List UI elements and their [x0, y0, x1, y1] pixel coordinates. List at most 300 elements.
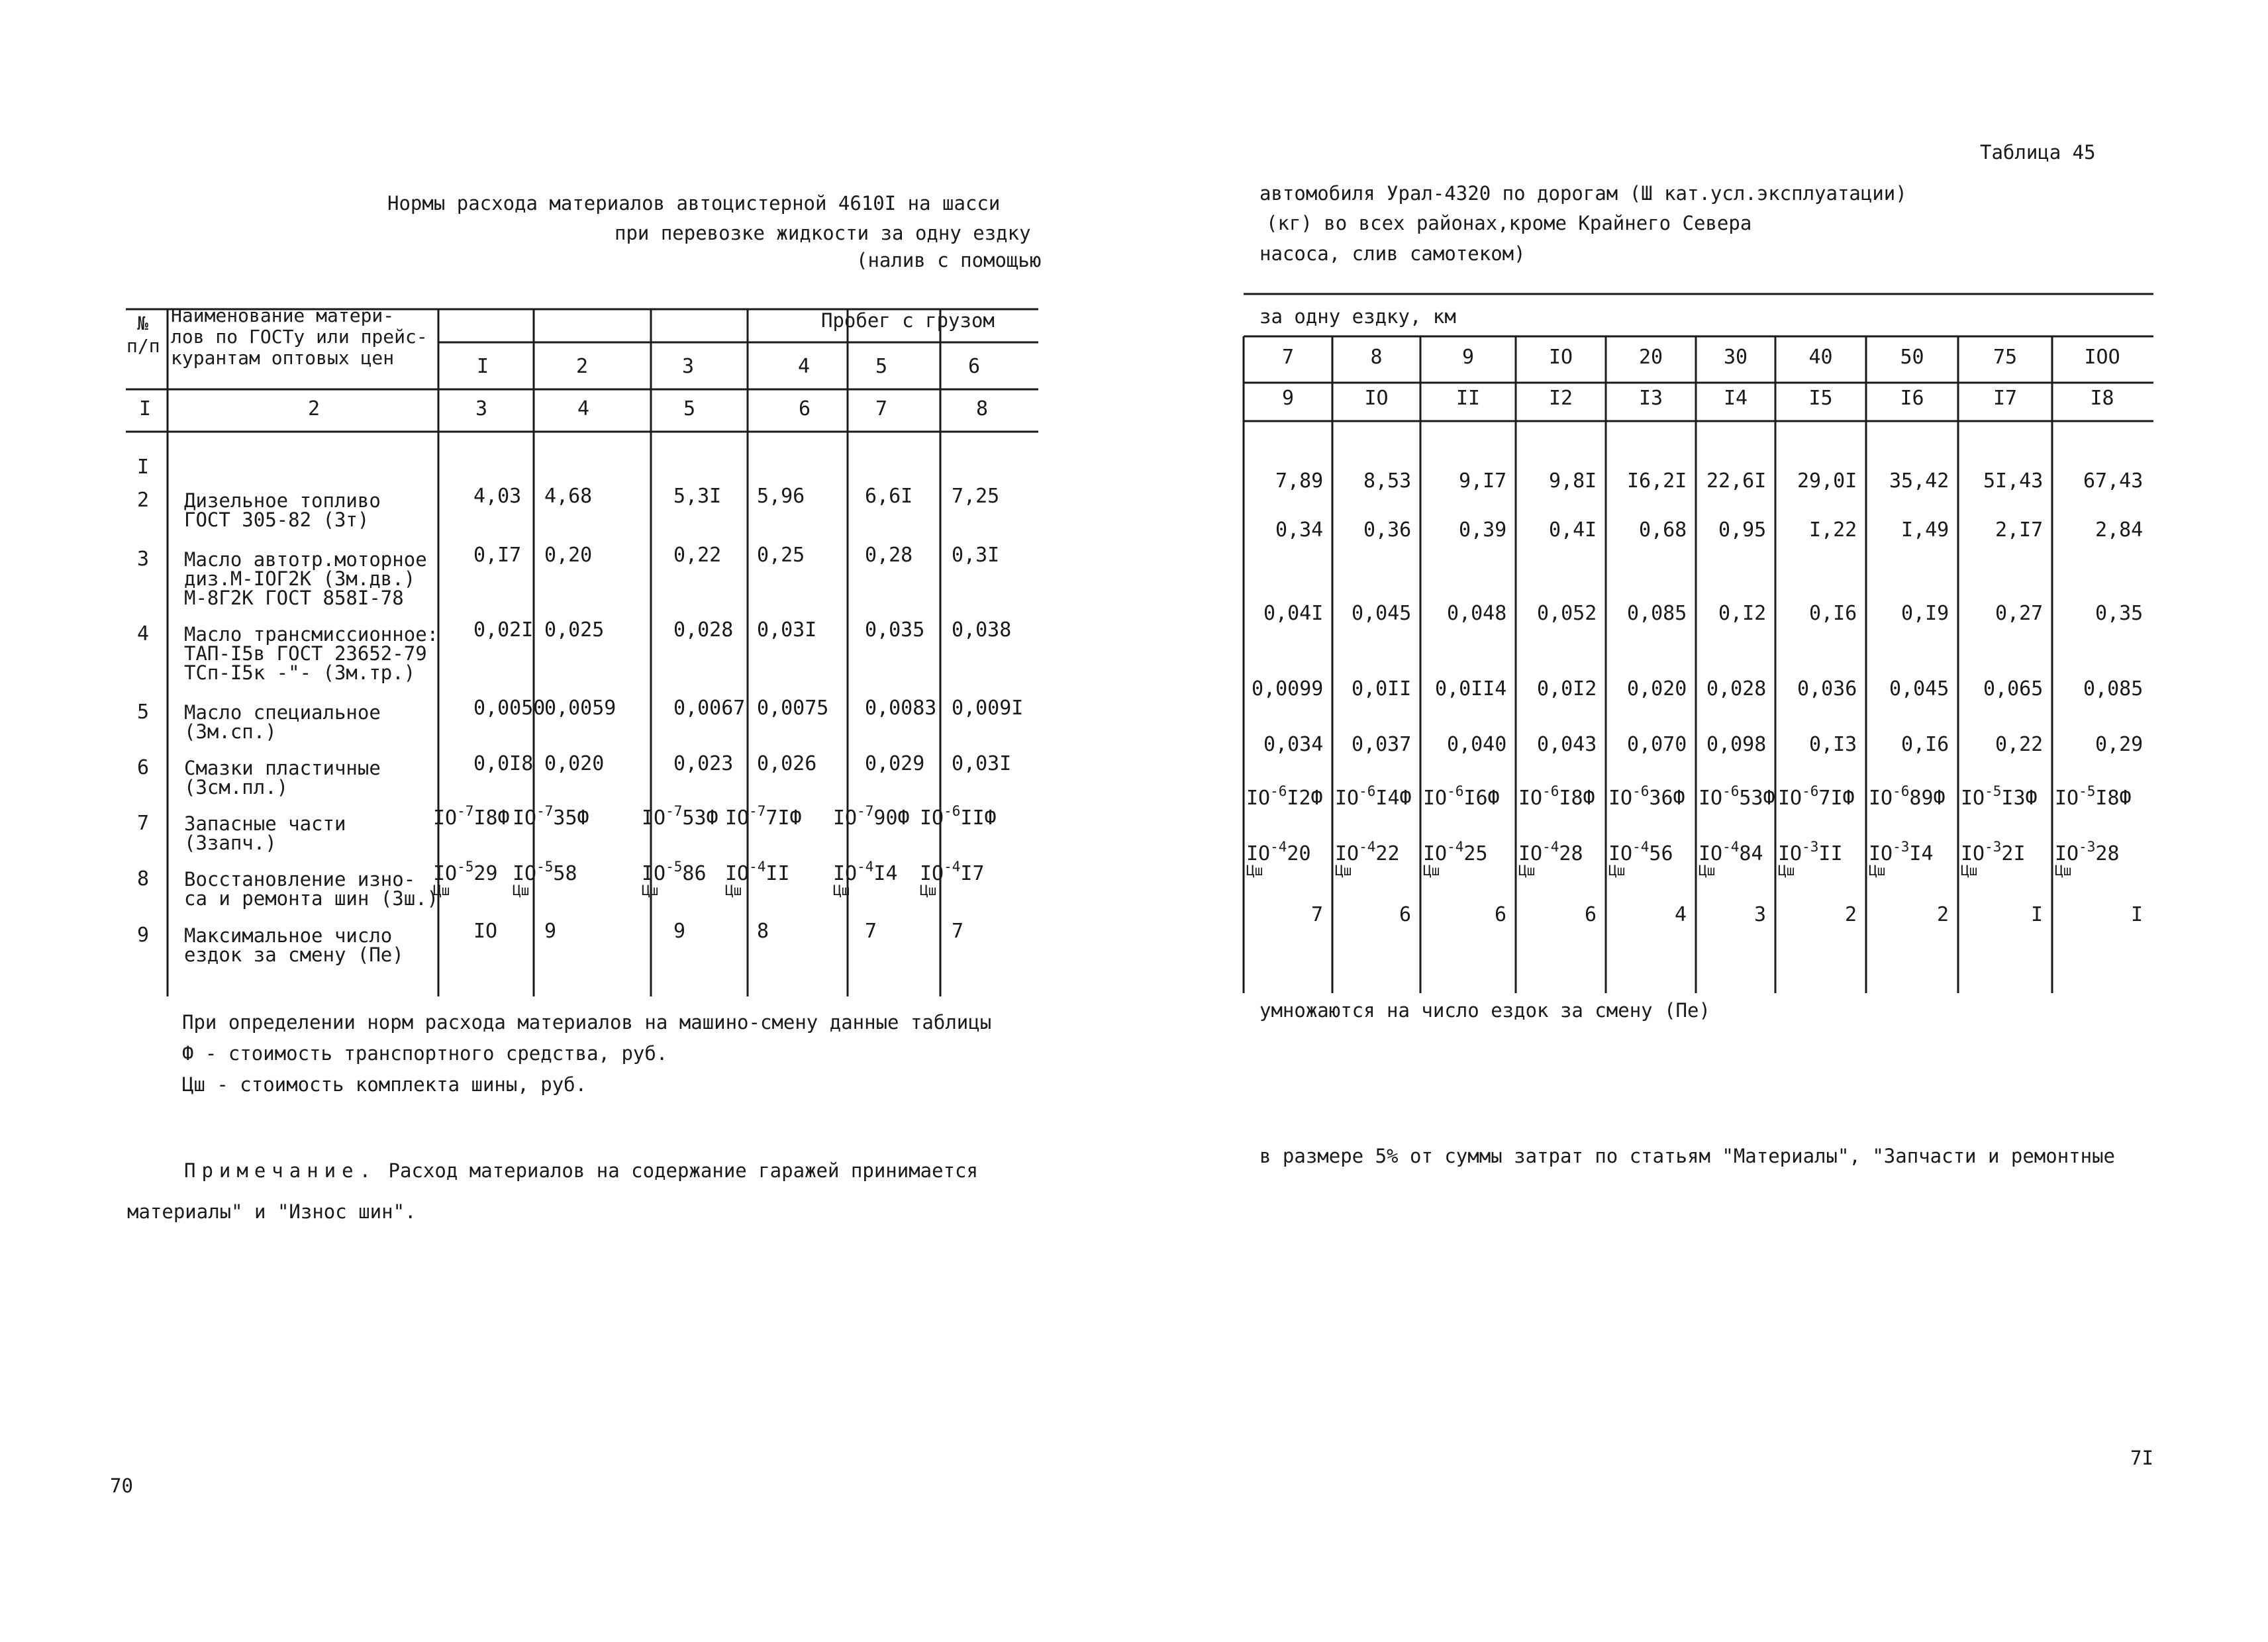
- left-value: 0,25: [757, 544, 805, 567]
- material-name: диз.М-IOГ2К (Зм.дв.): [184, 567, 416, 590]
- value-exp: -4: [749, 859, 766, 875]
- right-value: 0,043: [1537, 733, 1597, 756]
- value-tail: 29: [473, 862, 498, 885]
- left-value: 0,0059: [544, 697, 616, 720]
- left-value: [642, 803, 718, 830]
- value-tail: I6Ф: [1463, 787, 1500, 810]
- note-text: Расход материалов на содержание гаражей принимается: [377, 1159, 978, 1182]
- left-value: 7: [952, 920, 964, 943]
- right-value: 0,I3: [1809, 733, 1857, 756]
- right-value: [2055, 839, 2120, 879]
- left-value: 0,029: [865, 752, 925, 775]
- value-exp: -4: [944, 859, 961, 875]
- value-tail: 7IФ: [765, 806, 802, 830]
- value-exp: -5: [2079, 783, 2096, 799]
- right-header-group: за одну ездку, км: [1259, 305, 1456, 328]
- value-base: IO: [725, 806, 750, 830]
- left-value: 0,038: [952, 618, 1012, 642]
- material-name: (Ззапч.): [184, 832, 277, 854]
- value-unit: Цш: [1961, 862, 1978, 879]
- row-number: I: [137, 456, 150, 479]
- value-base: IO: [725, 862, 750, 885]
- value-unit: Цш: [433, 882, 450, 898]
- legend-f: Ф - стоимость транспортного средства, руб.: [182, 1042, 668, 1065]
- left-value: [725, 859, 790, 898]
- header-mileage-group: Пробег с грузом: [821, 309, 995, 332]
- value-unit: Цш: [1699, 862, 1716, 879]
- right-value: [1423, 839, 1488, 879]
- value-tail: 35Ф: [553, 806, 589, 830]
- right-value: I: [2031, 903, 2044, 926]
- value-base: IO: [1608, 842, 1633, 865]
- value-base: IO: [1518, 787, 1543, 810]
- value-base: IO: [642, 862, 666, 885]
- value-tail: I8Ф: [2095, 787, 2132, 810]
- value-exp: -7: [457, 803, 474, 819]
- value-exp: -3: [1985, 839, 2002, 855]
- left-colnum-5: 5: [683, 397, 696, 420]
- right-value: [1608, 783, 1685, 810]
- left-value: 0,028: [673, 618, 734, 642]
- right-value: 0,028: [1706, 677, 1767, 700]
- value-base: IO: [833, 862, 858, 885]
- value-unit: Цш: [920, 882, 937, 898]
- value-unit: Цш: [1869, 862, 1886, 879]
- value-exp: -6: [1722, 783, 1740, 799]
- right-km-1: 7: [1282, 346, 1295, 369]
- left-value: 9: [544, 920, 557, 943]
- value-base: IO: [1246, 787, 1271, 810]
- right-value: 0,040: [1447, 733, 1507, 756]
- value-base: IO: [433, 862, 458, 885]
- right-colnum-6: I4: [1724, 387, 1748, 410]
- right-value: 0,070: [1627, 733, 1687, 756]
- left-value: 0,0067: [673, 697, 746, 720]
- title-left-line-1: Нормы расхода материалов автоцистерной 4610I на шасси: [387, 192, 1001, 215]
- value-exp: -6: [944, 803, 961, 819]
- value-unit: Цш: [1778, 862, 1795, 879]
- material-name: Запасные части: [184, 812, 346, 835]
- right-value: 0,048: [1447, 602, 1507, 625]
- value-exp: -5: [666, 859, 683, 875]
- value-base: IO: [1778, 842, 1802, 865]
- value-unit: Цш: [513, 882, 530, 898]
- right-value: 67,43: [2083, 469, 2144, 493]
- right-value: I: [2131, 903, 2144, 926]
- left-value: 0,025: [544, 618, 605, 642]
- shift-note-right: умножаются на число ездок за смену (Пе): [1259, 999, 1710, 1022]
- right-value: 0,68: [1639, 518, 1687, 542]
- right-value: [1518, 783, 1595, 810]
- value-unit: Цш: [725, 882, 742, 898]
- value-tail: IIФ: [960, 806, 997, 830]
- note-line-left: [184, 1160, 978, 1182]
- value-exp: -6: [1447, 783, 1464, 799]
- value-exp: -6: [1893, 783, 1910, 799]
- note-word: Примечание.: [184, 1159, 377, 1182]
- right-value: 0,I6: [1809, 602, 1857, 625]
- left-value: 0,0083: [865, 697, 937, 720]
- right-value: 7,89: [1275, 469, 1324, 493]
- right-value: I,49: [1901, 518, 1949, 542]
- right-value: 0,098: [1706, 733, 1767, 756]
- value-unit: Цш: [1608, 862, 1626, 879]
- row-number: 7: [137, 812, 150, 835]
- value-exp: -4: [1542, 839, 1559, 855]
- row-number: 6: [137, 756, 150, 779]
- right-value: [1518, 839, 1583, 879]
- value-base: IO: [433, 806, 458, 830]
- right-value: I6,2I: [1627, 469, 1687, 493]
- value-base: IO: [1518, 842, 1543, 865]
- value-unit: Цш: [1246, 862, 1263, 879]
- left-value: 0,20: [544, 544, 593, 567]
- header-number-label: п/п: [126, 335, 160, 357]
- left-colnum-2: 2: [308, 397, 320, 420]
- value-tail: I4: [1909, 842, 1934, 865]
- right-value: 0,020: [1627, 677, 1687, 700]
- left-value: [725, 803, 802, 830]
- left-value: 4,03: [473, 485, 522, 508]
- value-tail: 86: [682, 862, 707, 885]
- value-base: IO: [1246, 842, 1271, 865]
- value-tail: 53Ф: [682, 806, 718, 830]
- right-value: [1961, 783, 2038, 810]
- value-exp: -7: [749, 803, 766, 819]
- right-value: 0,4I: [1549, 518, 1597, 542]
- row-number: 3: [137, 548, 150, 571]
- value-base: IO: [1869, 787, 1893, 810]
- value-exp: -3: [2079, 839, 2096, 855]
- right-km-5: 20: [1639, 346, 1663, 369]
- right-value: [1423, 783, 1500, 810]
- right-value: 0,065: [1983, 677, 2044, 700]
- value-tail: 28: [1559, 842, 1583, 865]
- value-tail: 84: [1739, 842, 1763, 865]
- right-value: 2: [1937, 903, 1949, 926]
- header-name-line-1: Наименование матери-: [171, 305, 395, 326]
- right-colnum-8: I6: [1900, 387, 1924, 410]
- left-value: 0,026: [757, 752, 817, 775]
- right-value: 0,39: [1459, 518, 1507, 542]
- right-value: [1699, 783, 1775, 810]
- value-exp: -4: [1722, 839, 1740, 855]
- header-number-symbol: №: [137, 313, 148, 334]
- right-km-8: 50: [1900, 346, 1924, 369]
- right-km-6: 30: [1724, 346, 1748, 369]
- right-value: [2055, 783, 2132, 810]
- right-value: 0,052: [1537, 602, 1597, 625]
- value-base: IO: [1961, 842, 1985, 865]
- left-km-2: 2: [576, 355, 589, 378]
- right-value: 0,I9: [1901, 602, 1949, 625]
- right-value: 0,036: [1797, 677, 1857, 700]
- value-unit: Цш: [1518, 862, 1536, 879]
- right-value: 0,34: [1275, 518, 1324, 542]
- right-value: 2,I7: [1995, 518, 2044, 542]
- value-tail: 25: [1463, 842, 1488, 865]
- left-colnum-7: 7: [875, 397, 888, 420]
- right-value: 0,085: [1627, 602, 1687, 625]
- right-value: 0,0II4: [1435, 677, 1507, 700]
- right-value: [1869, 783, 1946, 810]
- material-name: са и ремонта шин (Зш.): [184, 887, 439, 910]
- value-exp: -6: [1632, 783, 1650, 799]
- left-colnum-3: 3: [475, 397, 488, 420]
- right-value: 6: [1495, 903, 1507, 926]
- value-tail: I3Ф: [2001, 787, 2038, 810]
- right-value: 9,8I: [1549, 469, 1597, 493]
- right-km-7: 40: [1808, 346, 1833, 369]
- right-value: 0,95: [1718, 518, 1767, 542]
- title-right-line-3: насоса, слив самотеком): [1259, 242, 1526, 265]
- value-base: IO: [513, 806, 537, 830]
- value-base: IO: [2055, 787, 2079, 810]
- left-value: 0,02I: [473, 618, 534, 642]
- right-value: 4: [1675, 903, 1687, 926]
- left-value: 9: [673, 920, 686, 943]
- left-value: [433, 803, 510, 830]
- left-value: 0,22: [673, 544, 722, 567]
- legend-c: Цш - стоимость комплекта шины, руб.: [182, 1073, 587, 1096]
- value-base: IO: [2055, 842, 2079, 865]
- material-name: ТСп-I5к -"- (Зм.тр.): [184, 661, 416, 684]
- right-value: [1778, 783, 1855, 810]
- value-exp: -5: [1985, 783, 2002, 799]
- material-name: М-8Г2К ГОСТ 858I-78: [184, 587, 404, 609]
- value-exp: -6: [1542, 783, 1559, 799]
- title-right-line-2: (кг) во всех районах,кроме Крайнего Севера: [1266, 212, 1752, 234]
- value-exp: -6: [1270, 783, 1287, 799]
- value-base: IO: [1423, 842, 1448, 865]
- value-base: IO: [1335, 787, 1359, 810]
- left-value: 0,I7: [473, 544, 522, 567]
- value-base: IO: [1961, 787, 1985, 810]
- right-value: 0,36: [1363, 518, 1412, 542]
- value-exp: -5: [536, 859, 554, 875]
- right-value: 0,045: [1352, 602, 1412, 625]
- value-base: IO: [833, 806, 858, 830]
- row-number: 5: [137, 700, 150, 724]
- material-name: (Зсм.пл.): [184, 776, 289, 798]
- left-colnum-1: I: [139, 397, 152, 420]
- value-tail: I8Ф: [1559, 787, 1595, 810]
- right-value: [1335, 783, 1412, 810]
- left-value: [642, 859, 707, 898]
- title-left-line-2: при перевозке жидкости за одну ездку: [615, 222, 1031, 244]
- material-name: Смазки пластичные: [184, 757, 381, 779]
- left-value: 0,035: [865, 618, 925, 642]
- right-colnum-5: I3: [1639, 387, 1663, 410]
- right-value: 0,034: [1263, 733, 1324, 756]
- value-base: IO: [1699, 787, 1723, 810]
- material-name: Восстановление изно-: [184, 868, 416, 891]
- left-value: 7,25: [952, 485, 1000, 508]
- value-exp: -4: [1447, 839, 1464, 855]
- left-colnum-6: 6: [799, 397, 811, 420]
- right-km-9: 75: [1993, 346, 2018, 369]
- value-base: IO: [1778, 787, 1802, 810]
- value-exp: -4: [857, 859, 874, 875]
- left-value: 0,023: [673, 752, 734, 775]
- left-km-6: 6: [968, 355, 981, 378]
- value-base: IO: [1699, 842, 1723, 865]
- right-value: 0,037: [1352, 733, 1412, 756]
- right-value: 2,84: [2095, 518, 2144, 542]
- left-value: [513, 803, 589, 830]
- material-name: Дизельное топливо: [184, 489, 381, 512]
- value-tail: I4Ф: [1375, 787, 1412, 810]
- value-exp: -6: [1802, 783, 1819, 799]
- right-value: 0,29: [2095, 733, 2144, 756]
- left-value: 5,3I: [673, 485, 722, 508]
- value-tail: I2Ф: [1287, 787, 1323, 810]
- material-name: Масло специальное: [184, 701, 381, 724]
- value-tail: 7IФ: [1818, 787, 1855, 810]
- header-name-line-2: лов по ГОСТу или прейс-: [171, 326, 428, 348]
- row-number: 4: [137, 622, 150, 646]
- right-km-2: 8: [1370, 346, 1383, 369]
- right-value: 8,53: [1363, 469, 1412, 493]
- right-value: [1699, 839, 1763, 879]
- right-value: [1335, 839, 1400, 879]
- value-unit: Цш: [1423, 862, 1440, 879]
- right-value: 6: [1399, 903, 1412, 926]
- value-tail: 56: [1649, 842, 1673, 865]
- left-value: [833, 859, 898, 898]
- right-value: 0,0II: [1352, 677, 1412, 700]
- value-unit: Цш: [1335, 862, 1352, 879]
- material-name: Масло автотр.моторное: [184, 548, 427, 571]
- right-km-4: IO: [1549, 346, 1573, 369]
- value-tail: 20: [1287, 842, 1311, 865]
- left-value: 8: [757, 920, 769, 943]
- value-base: IO: [1335, 842, 1359, 865]
- material-name: ездок за смену (Пе): [184, 943, 404, 966]
- left-value: 0,020: [544, 752, 605, 775]
- left-value: IO: [473, 920, 498, 943]
- left-value: [433, 859, 498, 898]
- row-number: 9: [137, 924, 150, 947]
- right-value: 0,085: [2083, 677, 2144, 700]
- right-value: [1608, 839, 1673, 879]
- value-exp: -4: [1270, 839, 1287, 855]
- value-exp: -4: [1632, 839, 1650, 855]
- title-right-line-1: автомобиля Урал-4320 по дорогам (Ш кат.усл.эксплуатации): [1259, 182, 1907, 205]
- value-base: IO: [1869, 842, 1893, 865]
- right-value: 0,27: [1995, 602, 2044, 625]
- value-tail: I4: [873, 862, 898, 885]
- left-colnum-4: 4: [577, 397, 590, 420]
- row-number: 8: [137, 867, 150, 891]
- value-tail: 58: [553, 862, 577, 885]
- value-tail: II: [765, 862, 790, 885]
- value-exp: -6: [1359, 783, 1376, 799]
- right-colnum-9: I7: [1993, 387, 2018, 410]
- value-tail: 2I: [2001, 842, 2026, 865]
- left-value: [920, 859, 985, 898]
- value-tail: I7: [960, 862, 985, 885]
- value-unit: Цш: [642, 882, 659, 898]
- left-value: 0,3I: [952, 544, 1000, 567]
- value-base: IO: [513, 862, 537, 885]
- right-value: 3: [1754, 903, 1767, 926]
- left-value: 7: [865, 920, 877, 943]
- title-left-line-3: (налив с помощью: [856, 249, 1042, 271]
- value-unit: Цш: [833, 882, 850, 898]
- right-colnum-4: I2: [1549, 387, 1573, 410]
- left-value: 0,03I: [757, 618, 817, 642]
- right-value: 0,I2: [1718, 602, 1767, 625]
- value-exp: -7: [536, 803, 554, 819]
- right-value: [1961, 839, 2026, 879]
- value-exp: -3: [1893, 839, 1910, 855]
- left-value: 6,6I: [865, 485, 913, 508]
- right-value: [1246, 783, 1323, 810]
- right-value: 35,42: [1889, 469, 1949, 493]
- right-value: 0,0I2: [1537, 677, 1597, 700]
- value-base: IO: [642, 806, 666, 830]
- left-value: 4,68: [544, 485, 593, 508]
- right-colnum-3: II: [1456, 387, 1481, 410]
- right-value: 5I,43: [1983, 469, 2044, 493]
- value-exp: -5: [457, 859, 474, 875]
- table-label: Таблица 45: [1980, 141, 2096, 164]
- value-exp: -7: [666, 803, 683, 819]
- right-value: 0,22: [1995, 733, 2044, 756]
- right-value: [1246, 839, 1311, 879]
- value-unit: Цш: [2055, 862, 2072, 879]
- left-value: 0,009I: [952, 697, 1024, 720]
- value-tail: 36Ф: [1649, 787, 1685, 810]
- left-km-4: 4: [798, 355, 811, 378]
- right-value: 7: [1311, 903, 1324, 926]
- right-km-3: 9: [1462, 346, 1475, 369]
- right-km-10: IOO: [2084, 346, 2120, 369]
- right-value: [1869, 839, 1934, 879]
- material-name: (Зм.сп.): [184, 720, 277, 743]
- left-km-5: 5: [875, 355, 888, 378]
- value-tail: II: [1818, 842, 1843, 865]
- left-value: 0,0050: [473, 697, 546, 720]
- left-value: 5,96: [757, 485, 805, 508]
- page-number-left: 70: [110, 1474, 133, 1497]
- value-tail: 53Ф: [1739, 787, 1775, 810]
- note-continuation: материалы" и "Износ шин".: [127, 1200, 417, 1223]
- right-colnum-7: I5: [1808, 387, 1833, 410]
- value-exp: -4: [1359, 839, 1376, 855]
- header-name-line-3: курантам оптовых цен: [171, 347, 395, 369]
- material-name: Максимальное число: [184, 924, 393, 947]
- left-value: 0,0I8: [473, 752, 534, 775]
- material-name: ТАП-I5в ГОСТ 23652-79: [184, 642, 427, 665]
- right-value: 6: [1585, 903, 1597, 926]
- value-exp: -7: [857, 803, 874, 819]
- left-km-1: I: [477, 355, 489, 378]
- value-tail: 89Ф: [1909, 787, 1946, 810]
- value-tail: I8Ф: [473, 806, 510, 830]
- left-value: 0,03I: [952, 752, 1012, 775]
- left-km-3: 3: [682, 355, 695, 378]
- right-value: 0,0099: [1252, 677, 1324, 700]
- right-colnum-1: 9: [1282, 387, 1295, 410]
- material-name: Масло трансмиссионное:: [184, 623, 439, 646]
- value-base: IO: [1608, 787, 1633, 810]
- shift-note-left: При определении норм расхода материалов на машино-смену данные таблицы: [182, 1011, 992, 1034]
- right-value: 0,I6: [1901, 733, 1949, 756]
- row-number: 2: [137, 489, 150, 512]
- left-value: [513, 859, 577, 898]
